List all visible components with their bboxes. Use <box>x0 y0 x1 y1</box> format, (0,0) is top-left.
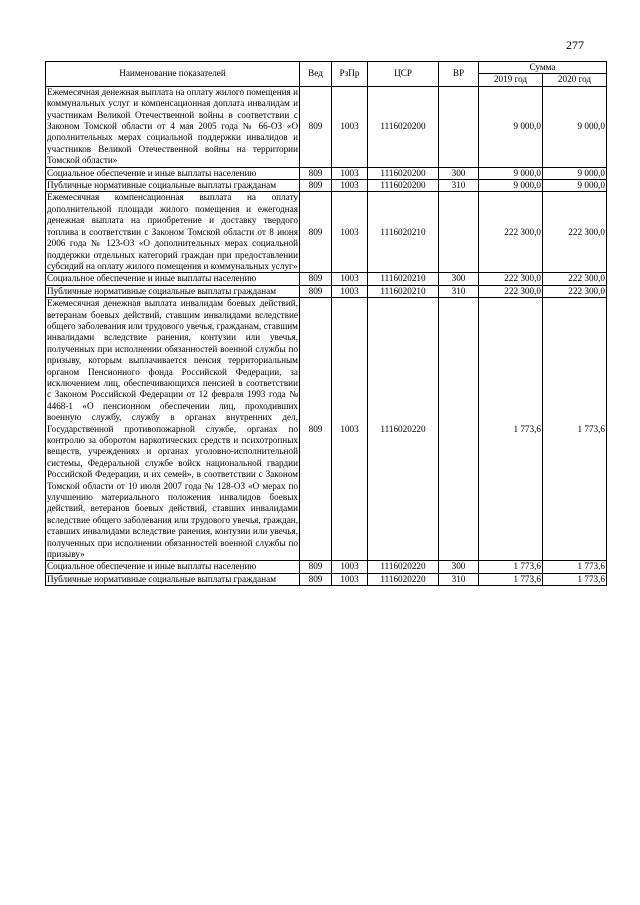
row-name: Ежемесячная денежная выплата инвалидам боевых действий, ветеранам боевых действий, ставшим инвалидами вследствие общего заболевания или трудового увечья, гражданам, ставшим инвалидами вследствие ранения, контузии или увечья, полученных при исполнении обязанностей военной службы по призыву, которым выплачивается пенсия территориальным органом Пенсионного фонда Российской Федерации, за исключением лиц, обеспечивающихся пенсией в соответствии с Законом Российской Федерации от 12 февраля 1993 года № 4468-1 «О пенсионном обеспечении лиц, проходивших военную службу, службу в органах внутренних дел, Государственной противопожарной службе, органах по контролю за оборотом наркотических средств и психотропных веществ, учреждениях и органах уголовно-исполнительной системы, Федеральной службе войск национальной гвардии Российской Федерации, и их семей», в соответствии с Законом Томской области от 10 июля 2007 года № 128-ОЗ «О мерах по улучшению материального положения инвалидов боевых действий, ветеранов боевых действий, ставших инвалидами вследствие общего заболевания или трудового увечья, граждан, ставших инвалидами вследствие ранения, контузии или увечья, полученных при исполнении обязанностей военной службы по призыву» <box>47 298 298 560</box>
row-name: Публичные нормативные социальные выплаты гражданам <box>46 180 300 192</box>
row-ved: 809 <box>300 285 332 297</box>
row-ved: 809 <box>300 167 332 179</box>
row-2020: 1 773,6 <box>543 573 607 585</box>
row-2019: 1 773,6 <box>479 561 543 573</box>
row-csr: 1116020200 <box>368 180 439 192</box>
row-name: Публичные нормативные социальные выплаты гражданам <box>46 285 300 297</box>
row-vr: 310 <box>439 180 479 192</box>
row-csr: 1116020220 <box>368 298 439 561</box>
row-vr <box>439 192 479 273</box>
header-vr: ВР <box>439 62 479 87</box>
header-name: Наименование показателей <box>46 62 300 87</box>
table-row <box>46 86 607 167</box>
row-csr: 1116020200 <box>368 86 439 167</box>
row-2019: 9 000,0 <box>479 86 543 167</box>
table-row <box>46 273 607 285</box>
row-vr <box>439 298 479 561</box>
row-rzpr: 1003 <box>332 561 368 573</box>
page-number: 277 <box>566 38 584 52</box>
row-2019: 1 773,6 <box>479 298 543 561</box>
row-ved: 809 <box>300 86 332 167</box>
row-vr <box>439 86 479 167</box>
row-ved: 809 <box>300 573 332 585</box>
row-name: Социальное обеспечение и иные выплаты населению <box>46 167 300 179</box>
row-rzpr: 1003 <box>332 180 368 192</box>
row-rzpr: 1003 <box>332 192 368 273</box>
row-2020: 1 773,6 <box>543 561 607 573</box>
row-2019: 222 300,0 <box>479 273 543 285</box>
header-csr: ЦСР <box>368 62 439 87</box>
table-row <box>46 167 607 179</box>
row-name: Публичные нормативные социальные выплаты гражданам <box>46 573 300 585</box>
row-ved: 809 <box>300 180 332 192</box>
row-rzpr: 1003 <box>332 273 368 285</box>
row-name: Ежемесячная денежная выплата на оплату жилого помещения и коммунальных услуг и компенсационная доплата инвалидам и участникам Великой Отечественной войны в соответствии с Законом Томской области от 4 мая 2005 года № 66-ОЗ «О дополнительных мерах социальной поддержки инвалидов и участников Великой Отечественной войны на территории Томской области» <box>47 86 298 166</box>
row-csr: 1116020220 <box>368 561 439 573</box>
row-name: Ежемесячная компенсационная выплата на оплату дополнительной площади жилого помещения и ежегодная денежная выплата на приобретение и доставку твердого топлива в соответствии с Законом Томской области от 8 июня 2006 года № 123-ОЗ «О дополнительных мерах социальной поддержки отдельных категорий граждан при предоставлении субсидий на оплату жилого помещения и коммунальных услуг» <box>47 192 298 271</box>
table-row <box>46 561 607 573</box>
header-2019: 2019 год <box>479 74 543 86</box>
row-ved: 809 <box>300 298 332 561</box>
row-2020: 9 000,0 <box>543 180 607 192</box>
row-2020: 9 000,0 <box>543 86 607 167</box>
row-2019: 9 000,0 <box>479 167 543 179</box>
row-2020: 222 300,0 <box>543 273 607 285</box>
header-ved: Вед <box>300 62 332 87</box>
table-row <box>46 192 607 273</box>
row-2020: 9 000,0 <box>543 167 607 179</box>
row-rzpr: 1003 <box>332 573 368 585</box>
row-vr: 310 <box>439 573 479 585</box>
row-name: Социальное обеспечение и иные выплаты населению <box>46 561 300 573</box>
row-csr: 1116020210 <box>368 192 439 273</box>
table-row <box>46 180 607 192</box>
row-2020: 222 300,0 <box>543 192 607 273</box>
row-2019: 222 300,0 <box>479 285 543 297</box>
row-vr: 300 <box>439 167 479 179</box>
row-csr: 1116020220 <box>368 573 439 585</box>
row-vr: 310 <box>439 285 479 297</box>
table-row <box>46 573 607 585</box>
row-vr: 300 <box>439 273 479 285</box>
budget-table <box>45 61 607 586</box>
row-ved: 809 <box>300 192 332 273</box>
row-rzpr: 1003 <box>332 285 368 297</box>
row-ved: 809 <box>300 273 332 285</box>
table-row <box>46 285 607 297</box>
row-ved: 809 <box>300 561 332 573</box>
row-rzpr: 1003 <box>332 167 368 179</box>
row-csr: 1116020210 <box>368 273 439 285</box>
row-csr: 1116020210 <box>368 285 439 297</box>
row-2020: 222 300,0 <box>543 285 607 297</box>
row-csr: 1116020200 <box>368 167 439 179</box>
row-name: Социальное обеспечение и иные выплаты населению <box>46 273 300 285</box>
row-rzpr: 1003 <box>332 86 368 167</box>
row-2019: 9 000,0 <box>479 180 543 192</box>
header-2020: 2020 год <box>543 74 607 86</box>
table-row <box>46 298 607 561</box>
header-rzpr: РзПр <box>332 62 368 87</box>
row-2020: 1 773,6 <box>543 298 607 561</box>
row-vr: 300 <box>439 561 479 573</box>
row-2019: 1 773,6 <box>479 573 543 585</box>
header-sum: Сумма <box>479 62 607 74</box>
row-2019: 222 300,0 <box>479 192 543 273</box>
row-rzpr: 1003 <box>332 298 368 561</box>
